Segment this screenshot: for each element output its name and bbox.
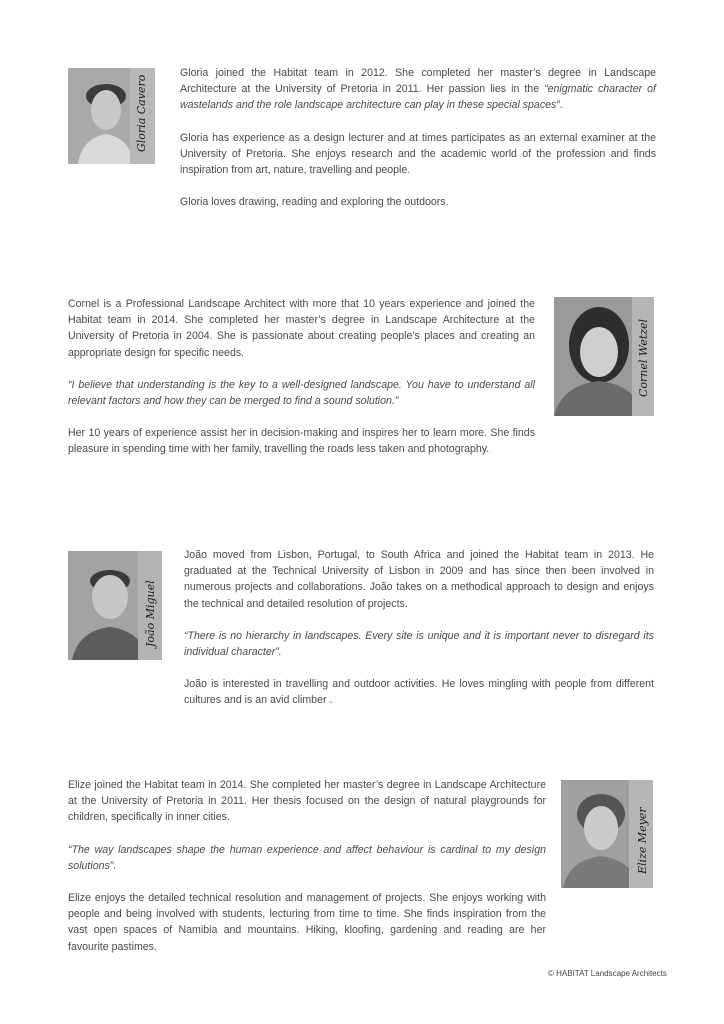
portrait-gloria-image xyxy=(68,68,155,164)
signature-cornel: Cornel Wetzel xyxy=(637,318,650,397)
footer-copyright: © HABITAT Landscape Architects xyxy=(548,969,667,978)
bio-gloria-p2: Gloria has experience as a design lecturer and at times participates as an external examiner at the University of Pretoria. She enjoys research and the academic world of the profession and finds inspiration from art, nature, travelling and people. xyxy=(180,131,656,177)
bio-gloria-p3: Gloria loves drawing, reading and exploring the outdoors. xyxy=(180,196,449,209)
bio-cornel-p3: Her 10 years of experience assist her in decision-making and inspires her to learn more. She finds pleasure in spending time with her family, travelling the roads less taken and photography. xyxy=(68,427,535,456)
portrait-gloria xyxy=(68,68,155,164)
portrait-cornel-image xyxy=(554,297,654,416)
bio-joao-p1: João moved from Lisbon, Portugal, to South Africa and joined the Habitat team in 2013. He graduated at the Technical University of Lisbon in 2009 and has since then been involved in numerous projects and collaborations. João takes on a methodical approach to design and enjoys the technical and detailed resolution of projects. xyxy=(184,549,654,610)
bio-cornel xyxy=(68,296,535,458)
bio-elize-quote: “The way landscapes shape the human experience and affect behaviour is cardinal to my design solutions”. xyxy=(68,843,546,872)
bio-elize-p3: Elize enjoys the detailed technical resolution and management of projects. She enjoys working with people and being involved with students, lecturing from time to time. She finds inspiration from the vast open spaces of Namibia and mountains. Hiking, kloofing, gardening and reading are her favourite pastimes. xyxy=(68,892,546,953)
portrait-joao-image xyxy=(68,551,162,660)
bio-gloria-quote: “enigmatic character of wastelands and the role landscape architecture can play in these special spaces” xyxy=(180,83,656,112)
portrait-joao xyxy=(68,551,162,660)
signature-elize: Elize Meyer xyxy=(636,807,649,874)
signature-gloria: Gloria Cavero xyxy=(135,74,148,152)
bio-gloria-p1: Gloria joined the Habitat team in 2012. She completed her master’s degree in Landscape Architecture at the University of Pretoria in 2011. Her passion lies in the “enigmatic character of wastelands and the role landscape architecture can play in these special spaces”. xyxy=(180,67,656,112)
portrait-cornel xyxy=(554,297,654,416)
bio-gloria xyxy=(180,65,656,210)
bio-joao xyxy=(184,547,654,709)
bio-joao-quote: “There is no hierarchy in landscapes. Every site is unique and it is important never to disregard its individual character”. xyxy=(184,629,654,659)
portrait-elize xyxy=(561,780,653,888)
bio-elize xyxy=(68,777,546,955)
bio-elize-p1: Elize joined the Habitat team in 2014. She completed her master’s degree in Landscape Architecture at the University of Pretoria in 2011. Her thesis focused on the design of natural playgrounds for children, specifically in inner cities. xyxy=(68,779,546,824)
signature-joao: João Miguel xyxy=(144,580,157,647)
bio-cornel-quote: “I believe that understanding is the key to a well-designed landscape. You have to understand all relevant factors and how they can be merged to find a sound solution.” xyxy=(68,378,535,408)
bio-joao-p3: João is interested in travelling and outdoor activities. He loves mingling with people from different cultures and is an avid climber . xyxy=(184,678,654,707)
portrait-elize-image xyxy=(561,780,653,888)
bio-cornel-p1: Cornel is a Professional Landscape Architect with more that 10 years experience and joined the Habitat team in 2014. She completed her master’s degree in Landscape Architecture at the University of Pretoria in 2004. She is passionate about creating people’s places and creating an appropriate design for specific needs. xyxy=(68,298,535,359)
